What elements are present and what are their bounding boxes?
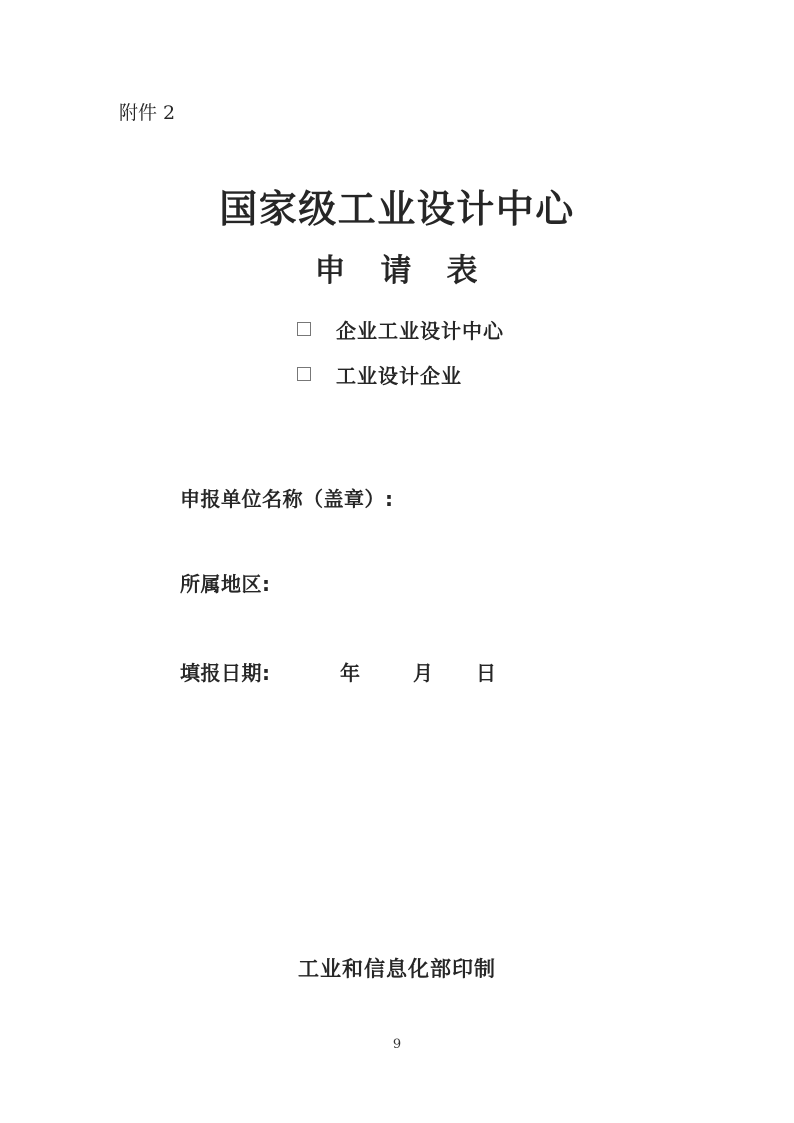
document-subtitle: 申 请 表 <box>314 253 480 289</box>
attachment-label: 附件 2 <box>119 102 176 124</box>
date-field-row <box>180 657 580 683</box>
document-title: 国家级工业设计中心 <box>219 187 575 231</box>
applicant-name-field-label: 申报单位名称（盖章）: <box>180 487 394 511</box>
checkbox-icon[interactable] <box>297 322 311 336</box>
checkbox-label-enterprise-design-center: 企业工业设计中心 <box>336 318 504 343</box>
checkbox-label-industrial-design-enterprise: 工业设计企业 <box>336 363 462 388</box>
date-year-label: 年 <box>340 661 361 685</box>
date-month-label: 月 <box>413 661 434 685</box>
date-day-label: 日 <box>476 661 497 685</box>
date-field-label: 填报日期: <box>180 661 271 685</box>
checkbox-row-enterprise-design-center[interactable] <box>297 317 504 341</box>
checkbox-row-industrial-design-enterprise[interactable] <box>297 362 462 386</box>
region-field-label: 所属地区: <box>180 572 271 596</box>
checkbox-icon[interactable] <box>297 367 311 381</box>
page-number: 9 <box>392 1037 402 1052</box>
printed-by-text: 工业和信息化部印制 <box>298 957 496 981</box>
